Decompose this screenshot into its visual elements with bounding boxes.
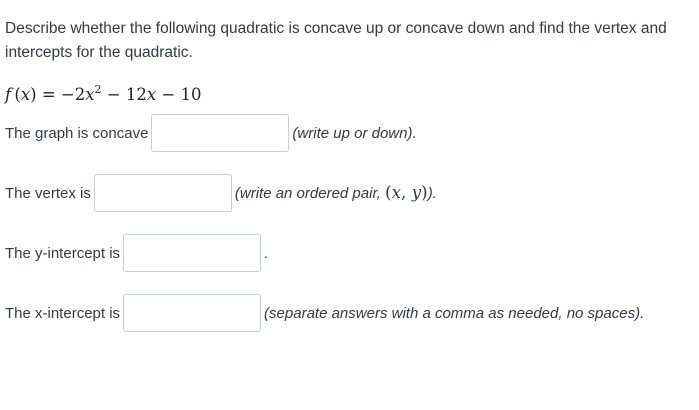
x-intercept-label: The x-intercept is [5, 304, 121, 322]
vertex-hint [235, 183, 437, 203]
vertex-input[interactable] [94, 174, 232, 212]
vertex-hint-math-y: y [411, 183, 422, 202]
vertex-hint-math-close: ) [421, 183, 428, 203]
x-intercept-hint: (separate answers with a comma as needed, no spaces). [264, 304, 645, 322]
function-rhs-prefix: = −2 [36, 85, 86, 104]
y-intercept-label: The y-intercept is [5, 244, 121, 262]
x-intercept-row [5, 294, 644, 332]
function-paren-open: ( [11, 85, 21, 104]
concavity-input[interactable] [151, 114, 289, 152]
vertex-hint-math-x: x [391, 183, 401, 202]
function-rhs-end: − 10 [156, 85, 202, 104]
term-x: x [146, 85, 157, 104]
vertex-hint-math-comma: , [400, 183, 412, 203]
vertex-hint-prefix: (write an ordered pair, [234, 185, 385, 202]
question-prompt: Describe whether the following quadratic is concave up or concave down and find the vertex and intercepts for the quadratic. [5, 20, 667, 61]
term-x-squared: x [85, 85, 95, 104]
vertex-hint-suffix: ). [427, 185, 437, 202]
y-intercept-period: . [264, 244, 269, 262]
vertex-row [5, 174, 437, 212]
vertex-hint-math-open: ( [384, 183, 392, 203]
y-intercept-row [5, 234, 268, 272]
concavity-row [5, 114, 417, 152]
function-variable: x [20, 85, 31, 104]
concavity-label: The graph is concave [5, 124, 149, 142]
y-intercept-input[interactable] [123, 234, 261, 272]
x-intercept-input[interactable] [123, 294, 261, 332]
exponent: 2 [94, 83, 102, 96]
function-rhs-middle: − 12 [101, 85, 147, 104]
quadratic-function [5, 78, 201, 107]
concavity-hint: (write up or down). [292, 124, 417, 142]
function-paren-close: ) [30, 85, 37, 104]
function-name: f [5, 85, 12, 104]
vertex-label: The vertex is [5, 184, 91, 202]
